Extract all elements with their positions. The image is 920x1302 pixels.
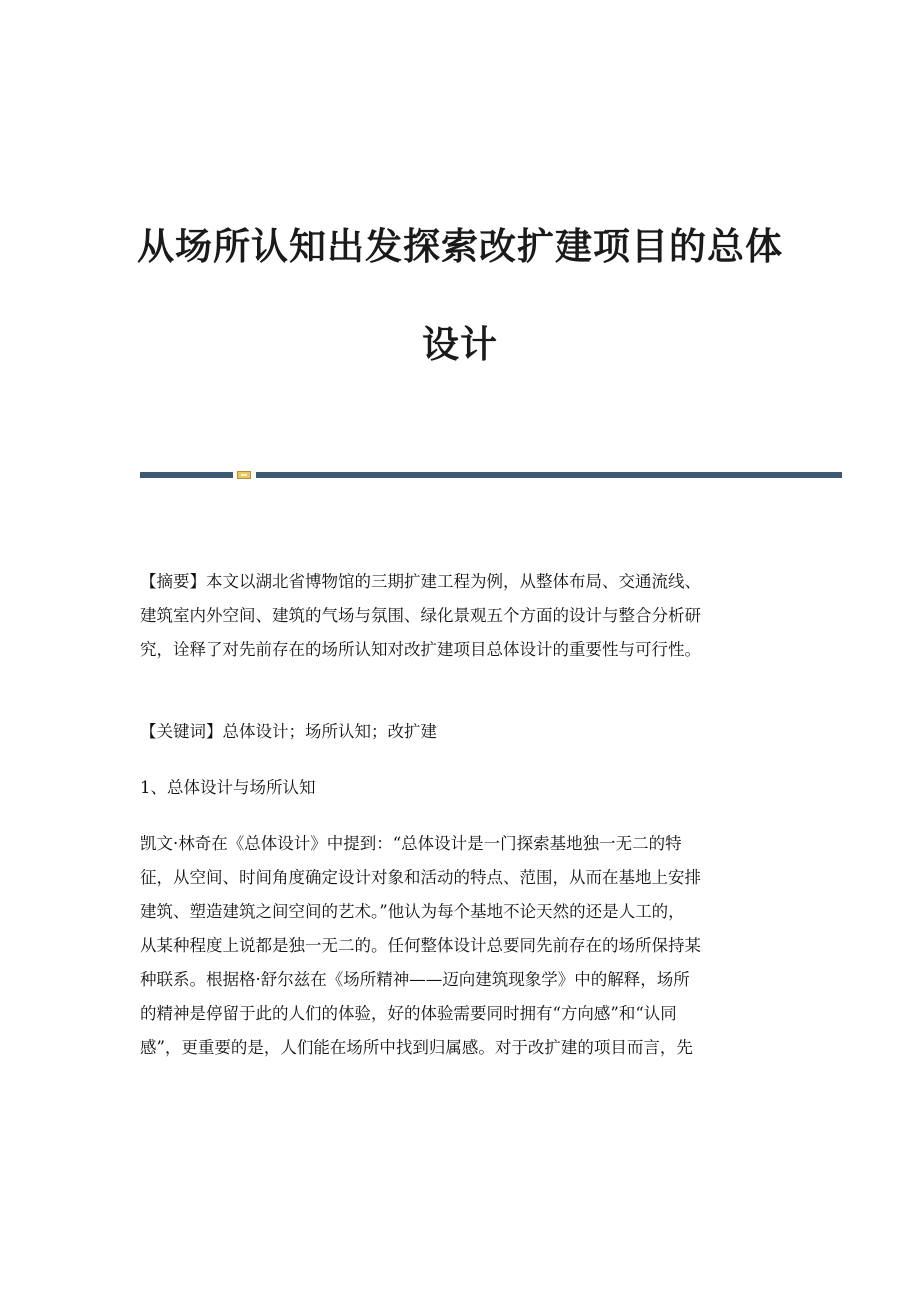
section-1-heading: 1、总体设计与场所认知: [140, 778, 316, 797]
paragraph-line: 征，从空间、时间角度确定设计对象和活动的特点、范围，从而在基地上安排: [140, 868, 701, 887]
abstract-line: 建筑室内外空间、建筑的气场与氛围、绿化景观五个方面的设计与整合分析研: [140, 606, 701, 625]
paragraph-line: 种联系。根据格·舒尔兹在《场所精神——迈向建筑现象学》中的解释，场所: [140, 970, 690, 989]
abstract-paragraph: [140, 565, 780, 667]
ornament-icon: [237, 471, 251, 479]
keywords-line: [140, 715, 780, 749]
paragraph-line: 凯文·林奇在《总体设计》中提到：“总体设计是一门探索基地独一无二的特: [140, 834, 682, 853]
divider-bar-left: [140, 472, 233, 478]
title-divider: [140, 471, 842, 479]
divider-bar-right: [256, 472, 842, 478]
document-title-line-1: 从场所认知出发探索改扩建项目的总体: [137, 225, 783, 268]
abstract-line: 究，诠释了对先前存在的场所认知对改扩建项目总体设计的重要性与可行性。: [140, 640, 701, 659]
keywords-text: 【关键词】总体设计；场所认知；改扩建: [140, 722, 437, 741]
document-title-line-2: 设计: [422, 323, 498, 366]
paragraph-line: 的精神是停留于此的人们的体验，好的体验需要同时拥有“方向感”和“认同: [140, 1004, 677, 1023]
abstract-line: 【摘要】本文以湖北省博物馆的三期扩建工程为例，从整体布局、交通流线、: [140, 572, 701, 591]
section-1-paragraph: [140, 827, 780, 1065]
paragraph-line: 建筑、塑造建筑之间空间的艺术。”他认为每个基地不论天然的还是人工的，: [140, 902, 685, 921]
section-heading: [140, 771, 780, 805]
paragraph-line: 从某种程度上说都是独一无二的。任何整体设计总要同先前存在的场所保持某: [140, 936, 701, 955]
paragraph-line: 感”，更重要的是，人们能在场所中找到归属感。对于改扩建的项目而言，先: [140, 1038, 693, 1057]
